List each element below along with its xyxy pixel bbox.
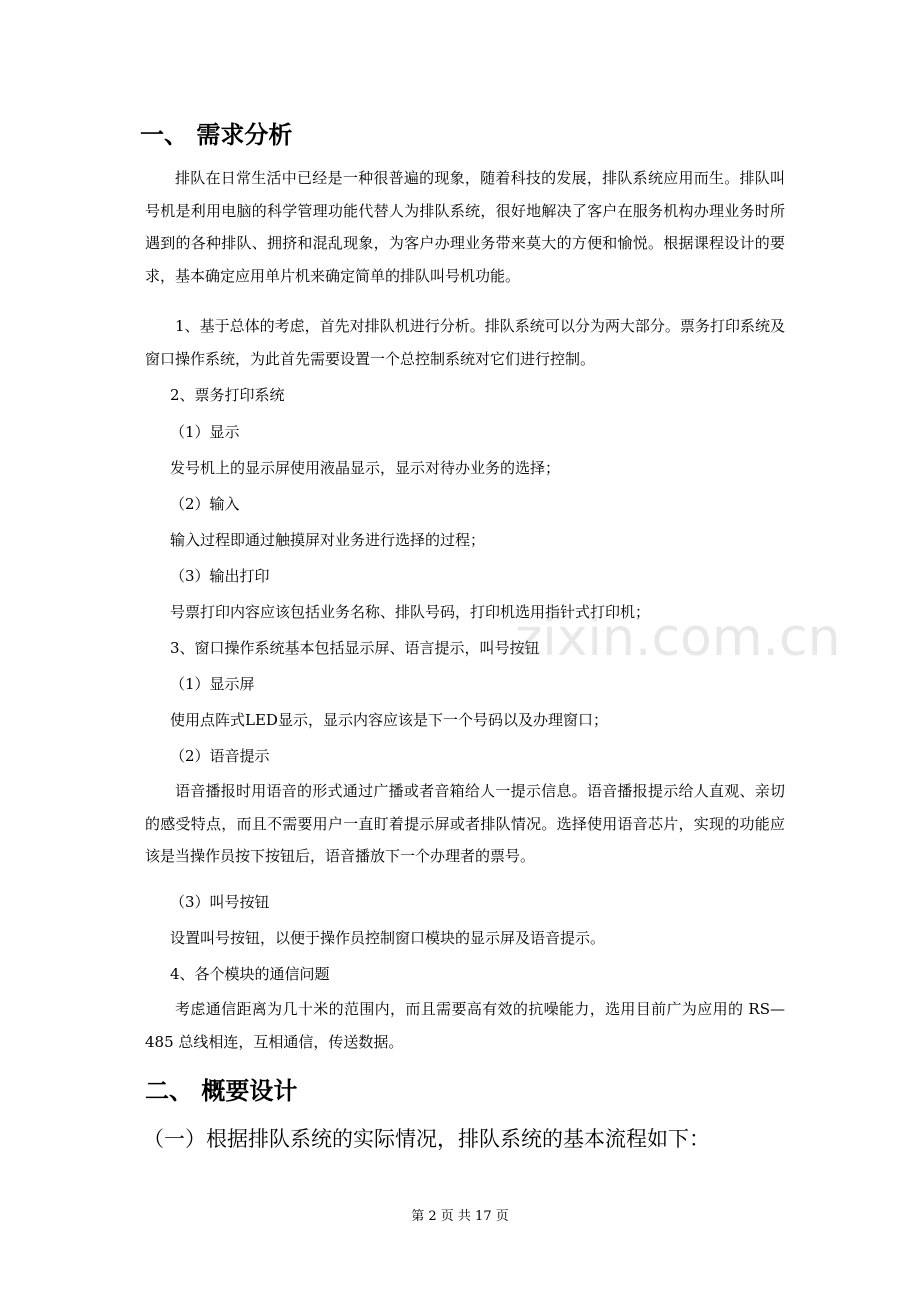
watermark-text: zixin.com.cn [515,608,841,668]
point-3-item-3: （3）叫号按钮 [170,893,270,911]
point-3-title: 3、窗口操作系统基本包括显示屏、语言提示，叫号按钮 [170,639,540,657]
point-2-title: 2、票务打印系统 [170,386,285,404]
paragraph-voice-prompt: 语音播报时用语音的形式通过广播或者音箱给人一提示信息。语音播报提示给人直观、亲切的感受特点，而且不需要用户一直盯着提示屏或者排队情况。选择使用语音芯片，实现的功能应该是当操作员按下按钮后，语音播放下一个办理者的票号。 [145,782,785,865]
point-3-item-2: （2）语音提示 [170,747,270,765]
point-2-item-1: （1）显示 [170,423,240,441]
paragraph-intro: 排队在日常生活中已经是一种很普遍的现象，随着科技的发展，排队系统应用而生。排队叫号机是利用电脑的科学管理功能代替人为排队系统，很好地解决了客户在服务机构办理业务时所遇到的各种排队、拥挤和混乱现象，为客户办理业务带来莫大的方便和愉悦。根据课程设计的要求，基本确定应用单片机来确定简单的排队叫号机功能。 [145,169,785,285]
paragraph-point-4: 考虑通信距离为几十米的范围内，而且需要高有效的抗噪能力，选用目前广为应用的 RS—485 总线相连，互相通信，传送数据。 [145,1000,785,1051]
point-2-item-2: （2）输入 [170,495,240,513]
point-3-item-3-text: 设置叫号按钮，以便于操作员控制窗口模块的显示屏及语音提示。 [170,929,606,947]
section-heading-requirements: 一、 需求分析 [140,121,293,149]
point-2-item-2-text: 输入过程即通过触摸屏对业务进行选择的过程； [170,531,486,549]
subsection-heading-flow: （一）根据排队系统的实际情况，排队系统的基本流程如下： [143,1127,710,1151]
point-2-item-3-text: 号票打印内容应该包括业务名称、排队号码，打印机选用指针式打印机； [170,603,651,621]
point-4-title: 4、各个模块的通信问题 [170,965,330,983]
paragraph-point-1: 1、基于总体的考虑，首先对排队机进行分析。排队系统可以分为两大部分。票务打印系统及窗口操作系统，为此首先需要设置一个总控制系统对它们进行控制。 [145,317,785,368]
point-3-item-1-text: 使用点阵式LED显示，显示内容应该是下一个号码以及办理窗口； [170,711,608,729]
point-2-item-1-text: 发号机上的显示屏使用液晶显示，显示对待办业务的选择； [170,459,561,477]
point-3-item-1: （1）显示屏 [170,675,255,693]
point-2-item-3: （3）输出打印 [170,567,270,585]
page-footer: 第 2 页 共 17 页 [411,1209,509,1224]
section-heading-design: 二、 概要设计 [145,1077,298,1105]
